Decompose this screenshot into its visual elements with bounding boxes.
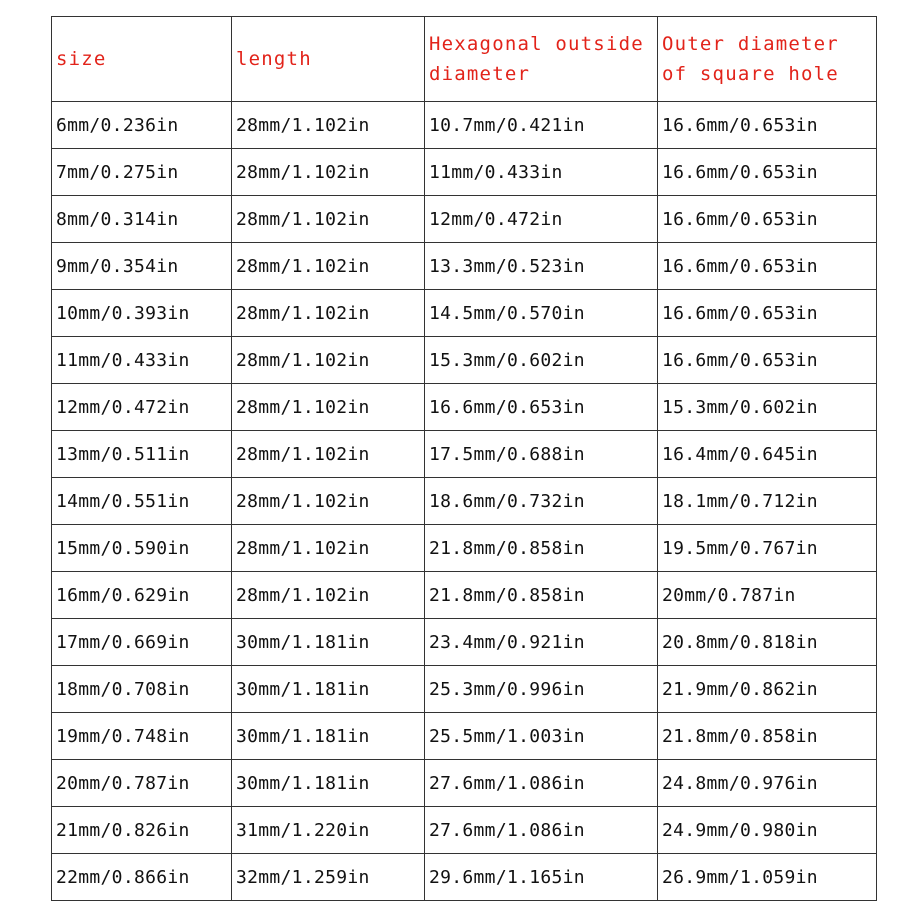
cell-length: 28mm/1.102in bbox=[232, 196, 425, 243]
cell-square-diameter: 21.9mm/0.862in bbox=[658, 666, 877, 713]
table-row bbox=[52, 619, 877, 666]
header-length: length bbox=[232, 17, 425, 102]
cell-size: 13mm/0.511in bbox=[52, 431, 232, 478]
cell-size: 22mm/0.866in bbox=[52, 854, 232, 901]
table-row bbox=[52, 760, 877, 807]
table-row bbox=[52, 337, 877, 384]
cell-length: 28mm/1.102in bbox=[232, 572, 425, 619]
cell-length: 30mm/1.181in bbox=[232, 619, 425, 666]
cell-size: 10mm/0.393in bbox=[52, 290, 232, 337]
cell-square-diameter: 15.3mm/0.602in bbox=[658, 384, 877, 431]
cell-square-diameter: 20mm/0.787in bbox=[658, 572, 877, 619]
table-row bbox=[52, 807, 877, 854]
cell-size: 9mm/0.354in bbox=[52, 243, 232, 290]
table-body bbox=[52, 102, 877, 901]
cell-length: 32mm/1.259in bbox=[232, 854, 425, 901]
cell-length: 28mm/1.102in bbox=[232, 243, 425, 290]
cell-square-diameter: 16.6mm/0.653in bbox=[658, 196, 877, 243]
cell-square-diameter: 20.8mm/0.818in bbox=[658, 619, 877, 666]
cell-hex-diameter: 17.5mm/0.688in bbox=[425, 431, 658, 478]
spec-table bbox=[51, 16, 877, 901]
cell-hex-diameter: 15.3mm/0.602in bbox=[425, 337, 658, 384]
cell-size: 17mm/0.669in bbox=[52, 619, 232, 666]
cell-hex-diameter: 23.4mm/0.921in bbox=[425, 619, 658, 666]
cell-hex-diameter: 13.3mm/0.523in bbox=[425, 243, 658, 290]
cell-hex-diameter: 21.8mm/0.858in bbox=[425, 525, 658, 572]
cell-square-diameter: 24.9mm/0.980in bbox=[658, 807, 877, 854]
table-row bbox=[52, 290, 877, 337]
cell-hex-diameter: 25.5mm/1.003in bbox=[425, 713, 658, 760]
cell-square-diameter: 21.8mm/0.858in bbox=[658, 713, 877, 760]
cell-square-diameter: 24.8mm/0.976in bbox=[658, 760, 877, 807]
cell-length: 28mm/1.102in bbox=[232, 102, 425, 149]
cell-square-diameter: 19.5mm/0.767in bbox=[658, 525, 877, 572]
header-size: size bbox=[52, 17, 232, 102]
table-row bbox=[52, 431, 877, 478]
cell-length: 28mm/1.102in bbox=[232, 337, 425, 384]
cell-length: 30mm/1.181in bbox=[232, 713, 425, 760]
table-row bbox=[52, 713, 877, 760]
table-row bbox=[52, 196, 877, 243]
cell-length: 28mm/1.102in bbox=[232, 149, 425, 196]
cell-size: 15mm/0.590in bbox=[52, 525, 232, 572]
cell-size: 12mm/0.472in bbox=[52, 384, 232, 431]
cell-length: 28mm/1.102in bbox=[232, 525, 425, 572]
table-row bbox=[52, 384, 877, 431]
cell-length: 28mm/1.102in bbox=[232, 431, 425, 478]
cell-square-diameter: 26.9mm/1.059in bbox=[658, 854, 877, 901]
cell-hex-diameter: 14.5mm/0.570in bbox=[425, 290, 658, 337]
cell-length: 31mm/1.220in bbox=[232, 807, 425, 854]
cell-size: 21mm/0.826in bbox=[52, 807, 232, 854]
table-row bbox=[52, 478, 877, 525]
cell-hex-diameter: 27.6mm/1.086in bbox=[425, 760, 658, 807]
cell-hex-diameter: 27.6mm/1.086in bbox=[425, 807, 658, 854]
table-row bbox=[52, 102, 877, 149]
cell-length: 28mm/1.102in bbox=[232, 384, 425, 431]
cell-hex-diameter: 29.6mm/1.165in bbox=[425, 854, 658, 901]
table-header bbox=[52, 17, 877, 102]
table-row bbox=[52, 149, 877, 196]
cell-size: 16mm/0.629in bbox=[52, 572, 232, 619]
cell-square-diameter: 16.6mm/0.653in bbox=[658, 290, 877, 337]
cell-size: 6mm/0.236in bbox=[52, 102, 232, 149]
cell-square-diameter: 18.1mm/0.712in bbox=[658, 478, 877, 525]
cell-square-diameter: 16.4mm/0.645in bbox=[658, 431, 877, 478]
cell-length: 30mm/1.181in bbox=[232, 760, 425, 807]
cell-hex-diameter: 10.7mm/0.421in bbox=[425, 102, 658, 149]
cell-square-diameter: 16.6mm/0.653in bbox=[658, 102, 877, 149]
cell-size: 8mm/0.314in bbox=[52, 196, 232, 243]
cell-size: 18mm/0.708in bbox=[52, 666, 232, 713]
cell-square-diameter: 16.6mm/0.653in bbox=[658, 243, 877, 290]
cell-square-diameter: 16.6mm/0.653in bbox=[658, 337, 877, 384]
cell-size: 11mm/0.433in bbox=[52, 337, 232, 384]
cell-hex-diameter: 25.3mm/0.996in bbox=[425, 666, 658, 713]
cell-length: 30mm/1.181in bbox=[232, 666, 425, 713]
cell-hex-diameter: 21.8mm/0.858in bbox=[425, 572, 658, 619]
cell-size: 20mm/0.787in bbox=[52, 760, 232, 807]
header-square-hole-outer-diameter: Outer diameter of square hole bbox=[658, 17, 877, 102]
cell-hex-diameter: 18.6mm/0.732in bbox=[425, 478, 658, 525]
cell-hex-diameter: 16.6mm/0.653in bbox=[425, 384, 658, 431]
table-row bbox=[52, 525, 877, 572]
table-row bbox=[52, 243, 877, 290]
cell-size: 7mm/0.275in bbox=[52, 149, 232, 196]
cell-length: 28mm/1.102in bbox=[232, 290, 425, 337]
cell-size: 14mm/0.551in bbox=[52, 478, 232, 525]
cell-hex-diameter: 11mm/0.433in bbox=[425, 149, 658, 196]
header-hexagonal-outside-diameter: Hexagonal outside diameter bbox=[425, 17, 658, 102]
table-row bbox=[52, 666, 877, 713]
cell-hex-diameter: 12mm/0.472in bbox=[425, 196, 658, 243]
header-row bbox=[52, 17, 877, 102]
cell-size: 19mm/0.748in bbox=[52, 713, 232, 760]
cell-square-diameter: 16.6mm/0.653in bbox=[658, 149, 877, 196]
table-row bbox=[52, 572, 877, 619]
table-row bbox=[52, 854, 877, 901]
cell-length: 28mm/1.102in bbox=[232, 478, 425, 525]
